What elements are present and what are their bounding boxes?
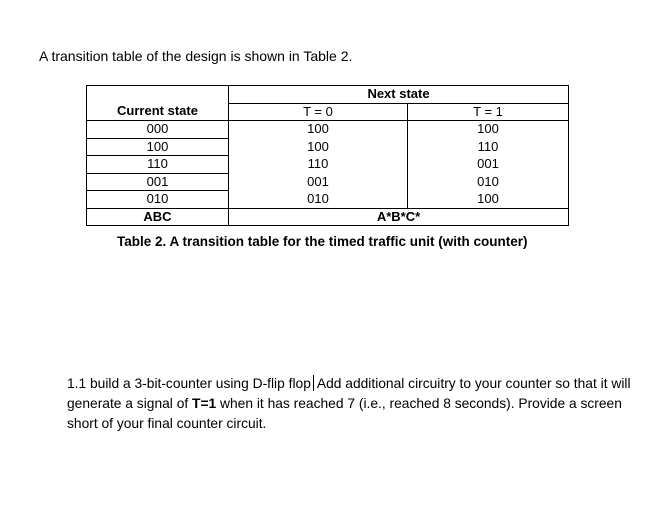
task-text-bold: T=1: [192, 396, 217, 411]
header-empty-cell: [87, 86, 229, 104]
t0-cell: 110: [229, 156, 408, 174]
task-text-part1: 1.1 build a 3-bit-counter using D-flip flop: [67, 376, 311, 391]
t0-cell: 100: [229, 138, 408, 156]
task-paragraph: [67, 374, 652, 434]
t1-cell: 100: [408, 121, 569, 139]
table-header-row-1: [87, 86, 569, 104]
transition-table: [86, 85, 569, 226]
t1-cell: 001: [408, 156, 569, 174]
t1-cell: 100: [408, 191, 569, 209]
intro-text: A transition table of the design is shown in Table 2.: [39, 48, 353, 64]
task-text-part2: Add additional circuitry to your counter so that it will generate a signal of: [67, 376, 631, 411]
t0-cell: 010: [229, 191, 408, 209]
t0-cell: 001: [229, 173, 408, 191]
current-state-cell: 100: [87, 138, 229, 156]
table-row: [87, 121, 569, 139]
current-state-cell: 110: [87, 156, 229, 174]
task-text-part3: when it has reached 7 (i.e., reached 8 seconds). Provide a screen short of your final counter circuit.: [67, 396, 622, 431]
t0-cell: 100: [229, 121, 408, 139]
table-row: [87, 138, 569, 156]
next-state-header: Next state: [229, 86, 569, 104]
t1-cell: 010: [408, 173, 569, 191]
t1-header: T = 1: [408, 103, 569, 121]
table-row: [87, 173, 569, 191]
table-footer-row: [87, 208, 569, 226]
t0-header: T = 0: [229, 103, 408, 121]
footer-next-label: A*B*C*: [229, 208, 569, 226]
current-state-header: Current state: [87, 103, 229, 121]
table-header-row-2: [87, 103, 569, 121]
footer-current-label: ABC: [87, 208, 229, 226]
text-cursor: [313, 375, 314, 391]
table-row: [87, 191, 569, 209]
t1-cell: 110: [408, 138, 569, 156]
table-row: [87, 156, 569, 174]
current-state-cell: 001: [87, 173, 229, 191]
current-state-cell: 010: [87, 191, 229, 209]
current-state-cell: 000: [87, 121, 229, 139]
table-caption: Table 2. A transition table for the timed traffic unit (with counter): [117, 234, 528, 249]
